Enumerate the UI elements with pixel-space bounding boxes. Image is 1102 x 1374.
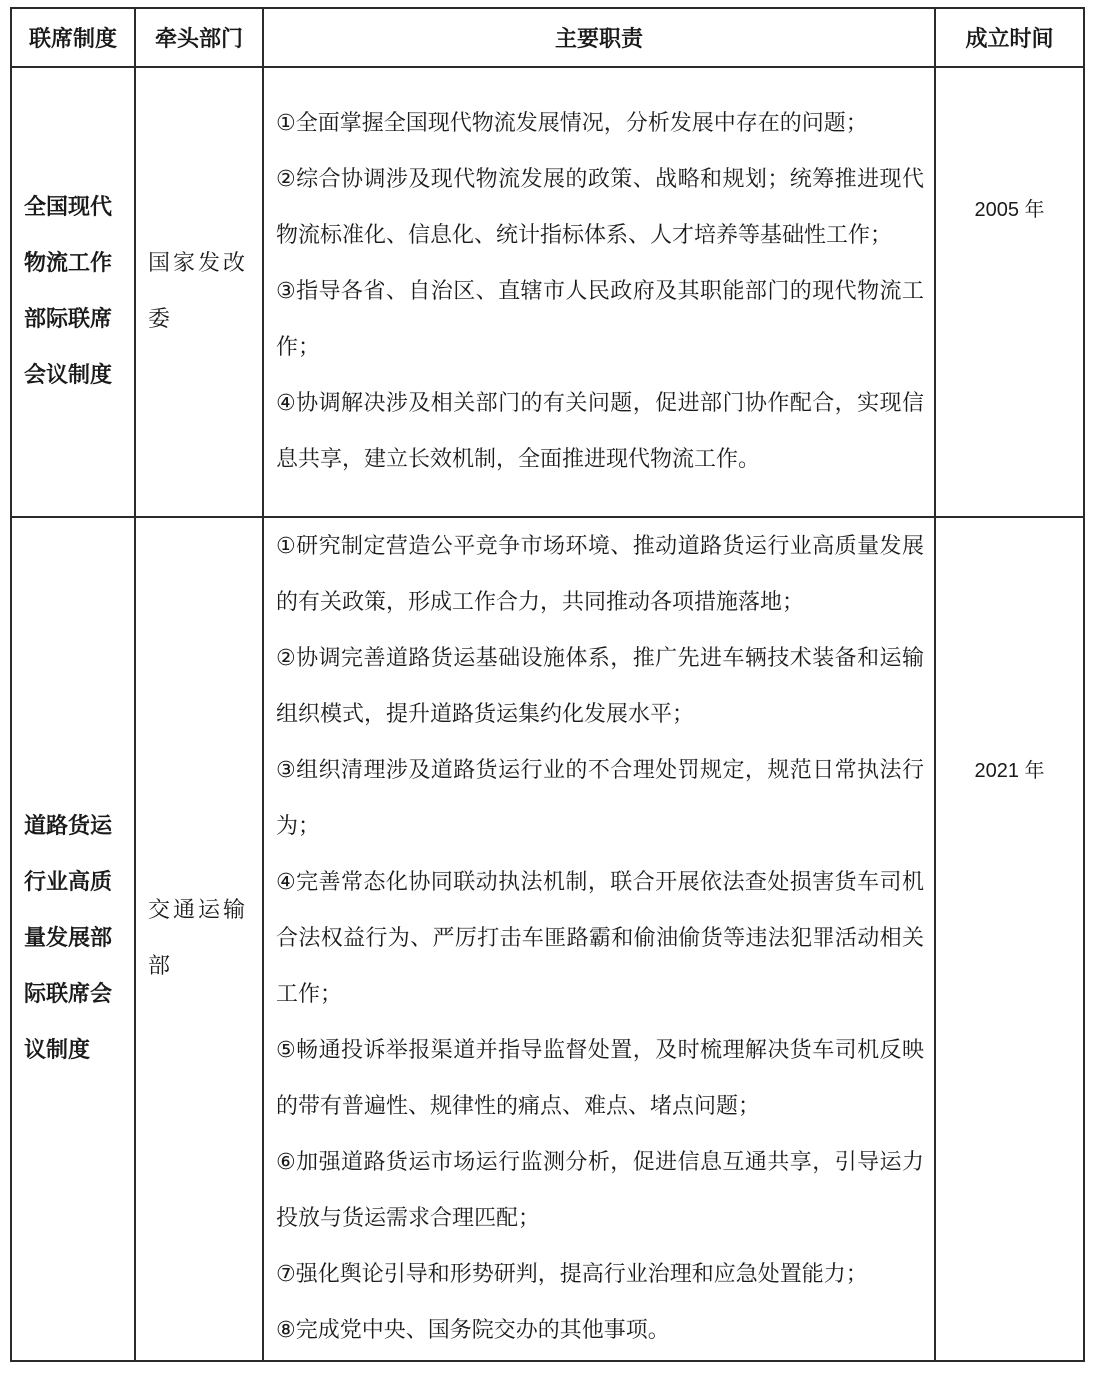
duty-item: ③指导各省、自治区、直辖市人民政府及其职能部门的现代物流工作； [276,279,924,360]
duty-item: ②协调完善道路货运基础设施体系，推广先进车辆技术装备和运输组织模式，提升道路货运集约化发展水平； [276,646,924,727]
established-year [935,67,1084,517]
header-year: 成立时间 [935,8,1084,67]
table-row [11,67,1084,517]
year-text: 2005 年 [974,199,1045,221]
duty-item: ⑦强化舆论引导和形势研判，提高行业治理和应急处置能力； [276,1262,868,1287]
table-row [11,517,1084,1361]
duty-item: ⑥加强道路货运市场运行监测分析，促进信息互通共享，引导运力投放与货运需求合理匹配； [276,1150,924,1231]
header-system: 联席制度 [11,8,135,67]
lead-department: 国家发改委 [135,67,263,517]
duty-item: ②综合协调涉及现代物流发展的政策、战略和规划；统筹推进现代物流标准化、信息化、统计指标体系、人才培养等基础性工作； [276,167,924,248]
system-name: 全国现代物流工作部际联席会议制度 [11,67,135,517]
year-text: 2021 年 [974,760,1045,782]
duty-item: ④完善常态化协同联动执法机制，联合开展依法查处损害货车司机合法权益行为、严厉打击车匪路霸和偷油偷货等违法犯罪活动相关工作； [276,870,924,1007]
duty-item: ①研究制定营造公平竞争市场环境、推动道路货运行业高质量发展的有关政策，形成工作合力，共同推动各项措施落地； [276,534,924,615]
duties-cell [263,67,935,517]
duty-item: ④协调解决涉及相关部门的有关问题，促进部门协作配合，实现信息共享，建立长效机制，全面推进现代物流工作。 [276,391,924,472]
header-dept: 牵头部门 [135,8,263,67]
duty-item: ⑤畅通投诉举报渠道并指导监督处置，及时梳理解决货车司机反映的带有普遍性、规律性的痛点、难点、堵点问题； [276,1038,924,1119]
joint-meeting-table [10,7,1085,1362]
system-name: 道路货运行业高质量发展部际联席会议制度 [11,517,135,1361]
established-year [935,517,1084,1361]
header-duties: 主要职责 [263,8,935,67]
table-header-row [11,8,1084,67]
lead-department: 交通运输部 [135,517,263,1361]
duty-item: ⑧完成党中央、国务院交办的其他事项。 [276,1318,670,1343]
duty-item: ③组织清理涉及道路货运行业的不合理处罚规定，规范日常执法行为； [276,758,924,839]
duties-cell [263,517,935,1361]
duty-item: ①全面掌握全国现代物流发展情况，分析发展中存在的问题； [276,111,868,136]
